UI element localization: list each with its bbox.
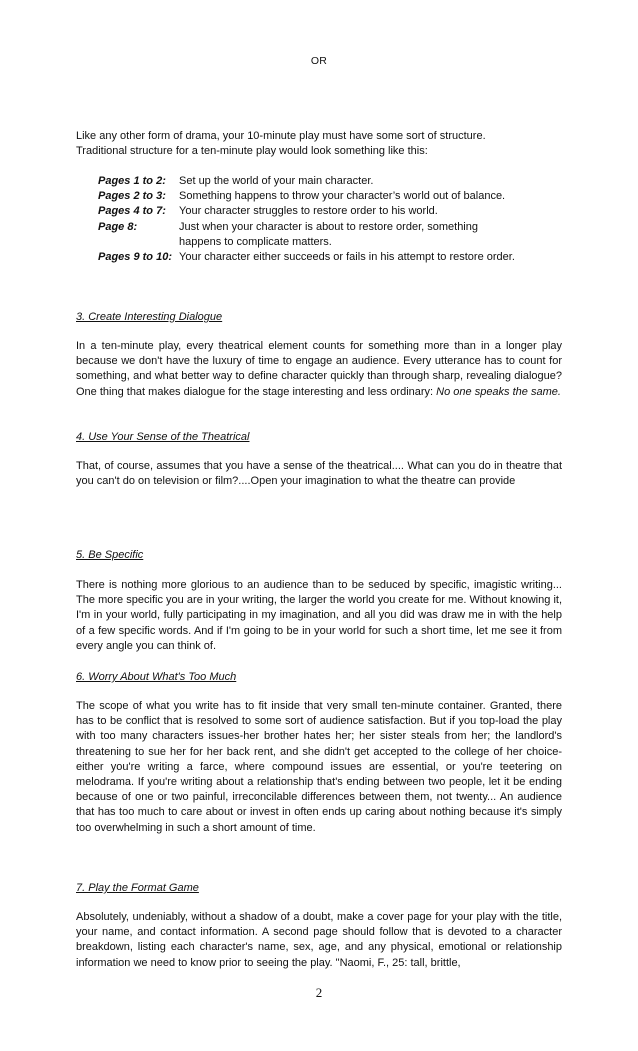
section-3-text: In a ten-minute play, every theatrical element counts for something more than in a longer play because we don't have the luxury of time to engage an audience. Every utterance has to count for something, and what better way to define character quickly than through sharp, revealing dialogue? One thing that makes dialogue for the stage interesting and less ordinary: — [76, 340, 562, 398]
section-3-heading: 3. Create Interesting Dialogue — [76, 311, 223, 323]
structure-key: Pages 4 to 7: — [98, 205, 166, 218]
structure-row — [98, 189, 551, 204]
section-5-body: There is nothing more glorious to an audience than to be seduced by specific, imagistic writing... The more specific you are in your writing, the larger the world you create for me. Without knowing it, I'm in your world, fully participating in my imagination, and all you did was draw me in with the help of a few specific words. And if I'm going to be in your world for such a short time, let me see it from every angle you can think of. — [76, 579, 562, 652]
intro-paragraph — [76, 129, 562, 159]
section-3-italic: No one speaks the same. — [436, 385, 561, 398]
intro-line-2: Traditional structure for a ten-minute play would look something like this: — [76, 145, 428, 158]
section-6-heading: 6. Worry About What's Too Much — [76, 671, 237, 683]
section-3-body — [76, 339, 562, 400]
structure-row — [98, 204, 551, 219]
structure-key: Pages 1 to 2: — [98, 175, 166, 187]
section-7-heading: 7. Play the Format Game — [76, 882, 199, 894]
structure-row — [98, 250, 551, 265]
section-6-body: The scope of what you write has to fit inside that very small ten-minute container. Granted, there has to be conflict that is resolved to some sort of audience satisfaction. But if you top-load the play with too many characters issues-her brother hates her; her sister steals from her; the landlord's threatening to sue her for her back rent, and she didn't get accepted to the college of her choice-either you're writing a farce, where compound issues are essential, or you're teetering on melodrama. If you're writing about a relationship that's ending between two people, let it be ending because of one or two painful, irreconcilable differences between them, not twenty... An audience that has too much to care about or invest in often ends up caring about nothing because it's simply too overwhelming in such a short amount of time. — [76, 700, 562, 834]
structure-value: Set up the world of your main character. — [179, 175, 374, 187]
structure-value: Your character struggles to restore order to his world. — [179, 205, 438, 218]
structure-value: Your character either succeeds or fails in his attempt to restore order. — [179, 251, 515, 264]
structure-key: Page 8: — [98, 220, 138, 233]
structure-key: Pages 2 to 3: — [98, 190, 166, 203]
intro-line-1: Like any other form of drama, your 10-minute play must have some sort of structure. — [76, 130, 486, 142]
page-number: 2 — [315, 985, 323, 1000]
section-4-body: That, of course, assumes that you have a sense of the theatrical.... What can you do in theatre that you can't do on television or film?....Open your imagination to what the theatre can provide — [76, 460, 562, 488]
structure-row — [98, 174, 551, 189]
section-5-heading: 5. Be Specific — [76, 549, 144, 561]
structure-list — [98, 174, 551, 265]
section-4-heading: 4. Use Your Sense of the Theatrical — [76, 431, 250, 443]
structure-key: Pages 9 to 10: — [98, 251, 172, 264]
structure-value: Just when your character is about to restore order, something happens to complicate matters. — [179, 220, 478, 248]
structure-value: Something happens to throw your character’s world out of balance. — [179, 190, 506, 203]
section-7-body: Absolutely, undeniably, without a shadow of a doubt, make a cover page for your play with the title, your name, and contact information. A second page should follow that is devoted to a character breakdown, listing each character's name, sex, age, and any physical, emotional or relationship information we need to know prior to seeing the play. "Naomi, F., 25: tall, brittle, — [76, 911, 562, 969]
or-label: OR — [310, 55, 328, 67]
structure-row — [98, 220, 551, 250]
